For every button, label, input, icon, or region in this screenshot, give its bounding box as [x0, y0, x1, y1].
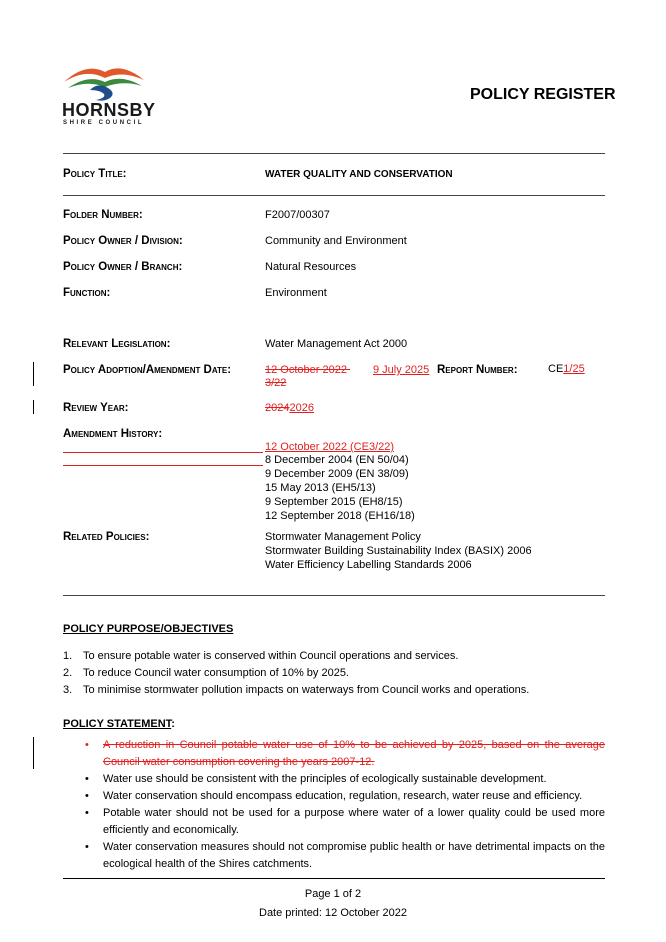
statement-heading-text: POLICY STATEMENT: [63, 718, 172, 730]
folder-number-value: F2007/00307: [265, 209, 330, 221]
amendment-history-label: Amendment History:: [63, 428, 163, 440]
related-policy-item: Water Efficiency Labelling Standards 2006: [265, 559, 472, 571]
amendment-list: [265, 453, 415, 523]
review-year-old: 2024: [265, 402, 290, 414]
amendment-item: 8 December 2004 (EN 50/04): [265, 454, 409, 466]
review-year-value: [265, 401, 314, 415]
statement-item: • Water use should be consistent with the principles of ecologically sustainable development.: [83, 771, 605, 788]
purpose-number: 3.: [63, 684, 73, 696]
legislation-value: Water Management Act 2000: [265, 338, 408, 350]
statement-item: • Water conservation should encompass education, regulation, research, water reuse and efficiency.: [83, 788, 605, 805]
report-old: 3/22: [265, 377, 287, 389]
amendment-item: 9 September 2015 (EH8/15): [265, 496, 403, 508]
legislation-label: Relevant Legislation:: [63, 338, 171, 350]
related-policy-item: Stormwater Management Policy: [265, 531, 421, 543]
strike-gap: [347, 363, 373, 377]
divider: [63, 195, 605, 196]
page-number: Page 1 of 2: [304, 888, 362, 900]
hornsby-logo-icon: [60, 60, 150, 104]
review-year-new: 2026: [289, 402, 314, 414]
purpose-number: 2.: [63, 667, 73, 679]
adoption-date-old: 12 October 2022: [265, 364, 347, 376]
statement-item: • Water conservation measures should not compromise public health or have detrimental impacts on the ecological health of the Shires catchments.: [83, 839, 605, 873]
amendment-item: 9 December 2009 (EN 38/09): [265, 468, 409, 480]
amendment-item: 12 September 2018 (EH16/18): [265, 510, 415, 522]
purpose-item: [63, 665, 529, 682]
amendment-item: 15 May 2013 (EH5/13): [265, 482, 376, 494]
division-value: Community and Environment: [265, 235, 407, 247]
statement-struck-text: A reduction in Council potable water use of 10% to be achieved by 2025, based on the average Council water consumption covering the years 2007-12.: [103, 739, 605, 768]
purpose-number: 1.: [63, 650, 73, 662]
adoption-date-new: 9 July 2025: [372, 364, 430, 376]
purpose-text: To minimise stormwater pollution impacts on waterways from Council works and operations.: [83, 684, 530, 696]
purpose-item: [63, 648, 529, 665]
revision-line: [63, 452, 263, 453]
revision-line: [63, 465, 263, 466]
related-policy-item: Stormwater Building Sustainability Index (BASIX) 2006: [265, 545, 532, 557]
report-number-label: Report Number:: [437, 364, 518, 376]
report-prefix: CE: [548, 363, 564, 375]
adoption-date-label: Policy Adoption/Amendment Date:: [63, 364, 232, 376]
statement-item-struck: [83, 737, 605, 771]
amendment-new: 12 October 2022 (CE3/22): [265, 441, 395, 453]
division-label: Policy Owner / Division:: [63, 235, 183, 247]
register-title: POLICY REGISTER: [470, 86, 616, 103]
council-logo: [60, 60, 156, 130]
related-policies-list: [265, 530, 532, 572]
divider: [63, 595, 605, 596]
policy-title-label: Policy Title:: [63, 168, 127, 180]
statement-item: • Potable water should not be used for a purpose where water of a lower quality could be used more efficiently and economically.: [83, 805, 605, 839]
purpose-text: To reduce Council water consumption of 10% by 2025.: [83, 667, 349, 679]
branch-label: Policy Owner / Branch:: [63, 261, 183, 273]
review-year-label: Review Year:: [63, 402, 129, 414]
statement-list: [83, 737, 605, 873]
branch-value: Natural Resources: [265, 261, 357, 273]
purpose-heading: POLICY PURPOSE/OBJECTIVES: [63, 623, 234, 635]
statement-heading-colon: :: [171, 718, 175, 730]
footer-divider: [63, 878, 605, 879]
change-bar: [33, 400, 34, 414]
purpose-item: [63, 682, 529, 699]
function-label: Function:: [63, 287, 111, 299]
policy-title-value: WATER QUALITY AND CONSERVATION: [265, 169, 453, 180]
change-bar: [33, 737, 34, 769]
related-policies-label: Related Policies:: [63, 531, 150, 543]
logo-name: HORNSBY: [62, 100, 156, 120]
date-printed: Date printed: 12 October 2022: [259, 907, 407, 919]
folder-number-label: Folder Number:: [63, 209, 143, 221]
function-value: Environment: [265, 287, 327, 299]
purpose-text: To ensure potable water is conserved within Council operations and services.: [83, 650, 459, 662]
statement-heading: [63, 718, 175, 730]
report-number-value: [548, 363, 585, 375]
divider: [63, 153, 605, 154]
purpose-list: [63, 648, 529, 699]
change-bar: [33, 362, 34, 386]
logo-subtitle: SHIRE COUNCIL: [63, 120, 145, 126]
report-new: 1/25: [563, 363, 585, 375]
